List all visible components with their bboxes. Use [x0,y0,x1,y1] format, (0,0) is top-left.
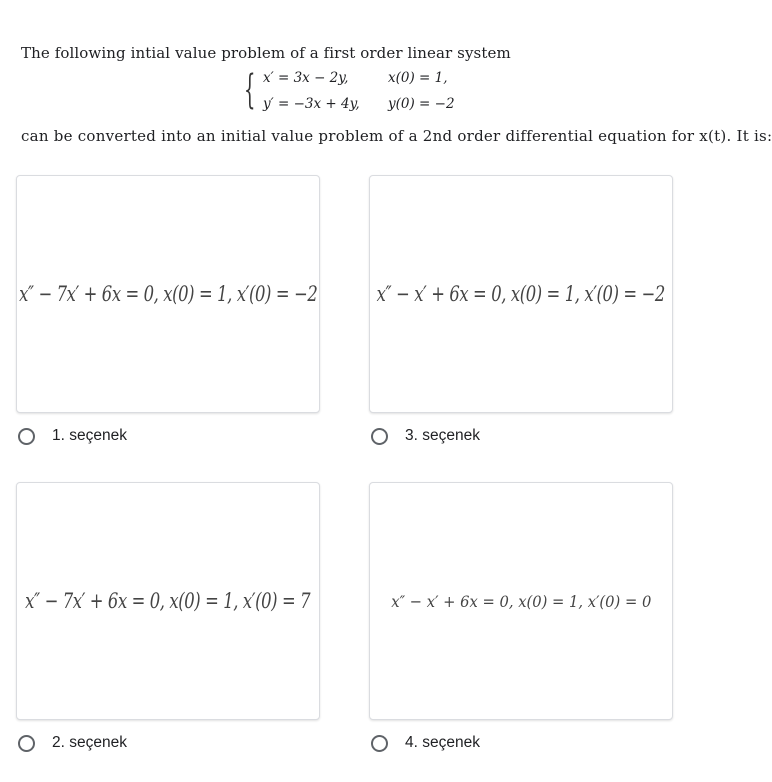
option-2-formula: x″ − 7x′ + 6x = 0, x(0) = 1, x′(0) = 7 [25,589,311,613]
option-4-formula: x″ − x′ + 6x = 0, x(0) = 1, x′(0) = 0 [390,591,652,611]
option-3-label: 3. seçenek [405,427,480,444]
option-2-label: 2. seçenek [52,734,127,751]
option-3-radio[interactable] [371,428,388,445]
option-1-radio[interactable] [18,428,35,445]
question-conclusion: can be converted into an initial value problem of a 2nd order differential equation for x(t). It is: [21,127,772,145]
option-3-choice[interactable] [369,427,480,445]
initial-condition-x: x(0) = 1, [388,70,448,86]
option-2-image-card[interactable] [16,482,320,720]
option-2-radio[interactable] [18,735,35,752]
left-brace: { [244,67,256,113]
option-1-image-card[interactable] [16,175,320,413]
option-4-radio[interactable] [371,735,388,752]
option-4-choice[interactable] [369,734,480,752]
initial-condition-y: y(0) = −2 [388,96,455,112]
option-1-label: 1. seçenek [52,427,127,444]
equation-x: x′ = 3x − 2y, [263,70,349,86]
question-intro: The following intial value problem of a first order linear system [21,44,511,62]
option-2-choice[interactable] [16,734,127,752]
option-1-choice[interactable] [16,427,127,445]
option-1-formula: x″ − 7x′ + 6x = 0, x(0) = 1, x′(0) = −2 [18,282,318,306]
option-4-label: 4. seçenek [405,734,480,751]
option-3-image-card[interactable] [369,175,673,413]
option-3-formula: x″ − x′ + 6x = 0, x(0) = 1, x′(0) = −2 [376,282,666,306]
equation-y: y′ = −3x + 4y, [263,96,360,112]
equation-system [244,66,484,122]
option-4-image-card[interactable] [369,482,673,720]
